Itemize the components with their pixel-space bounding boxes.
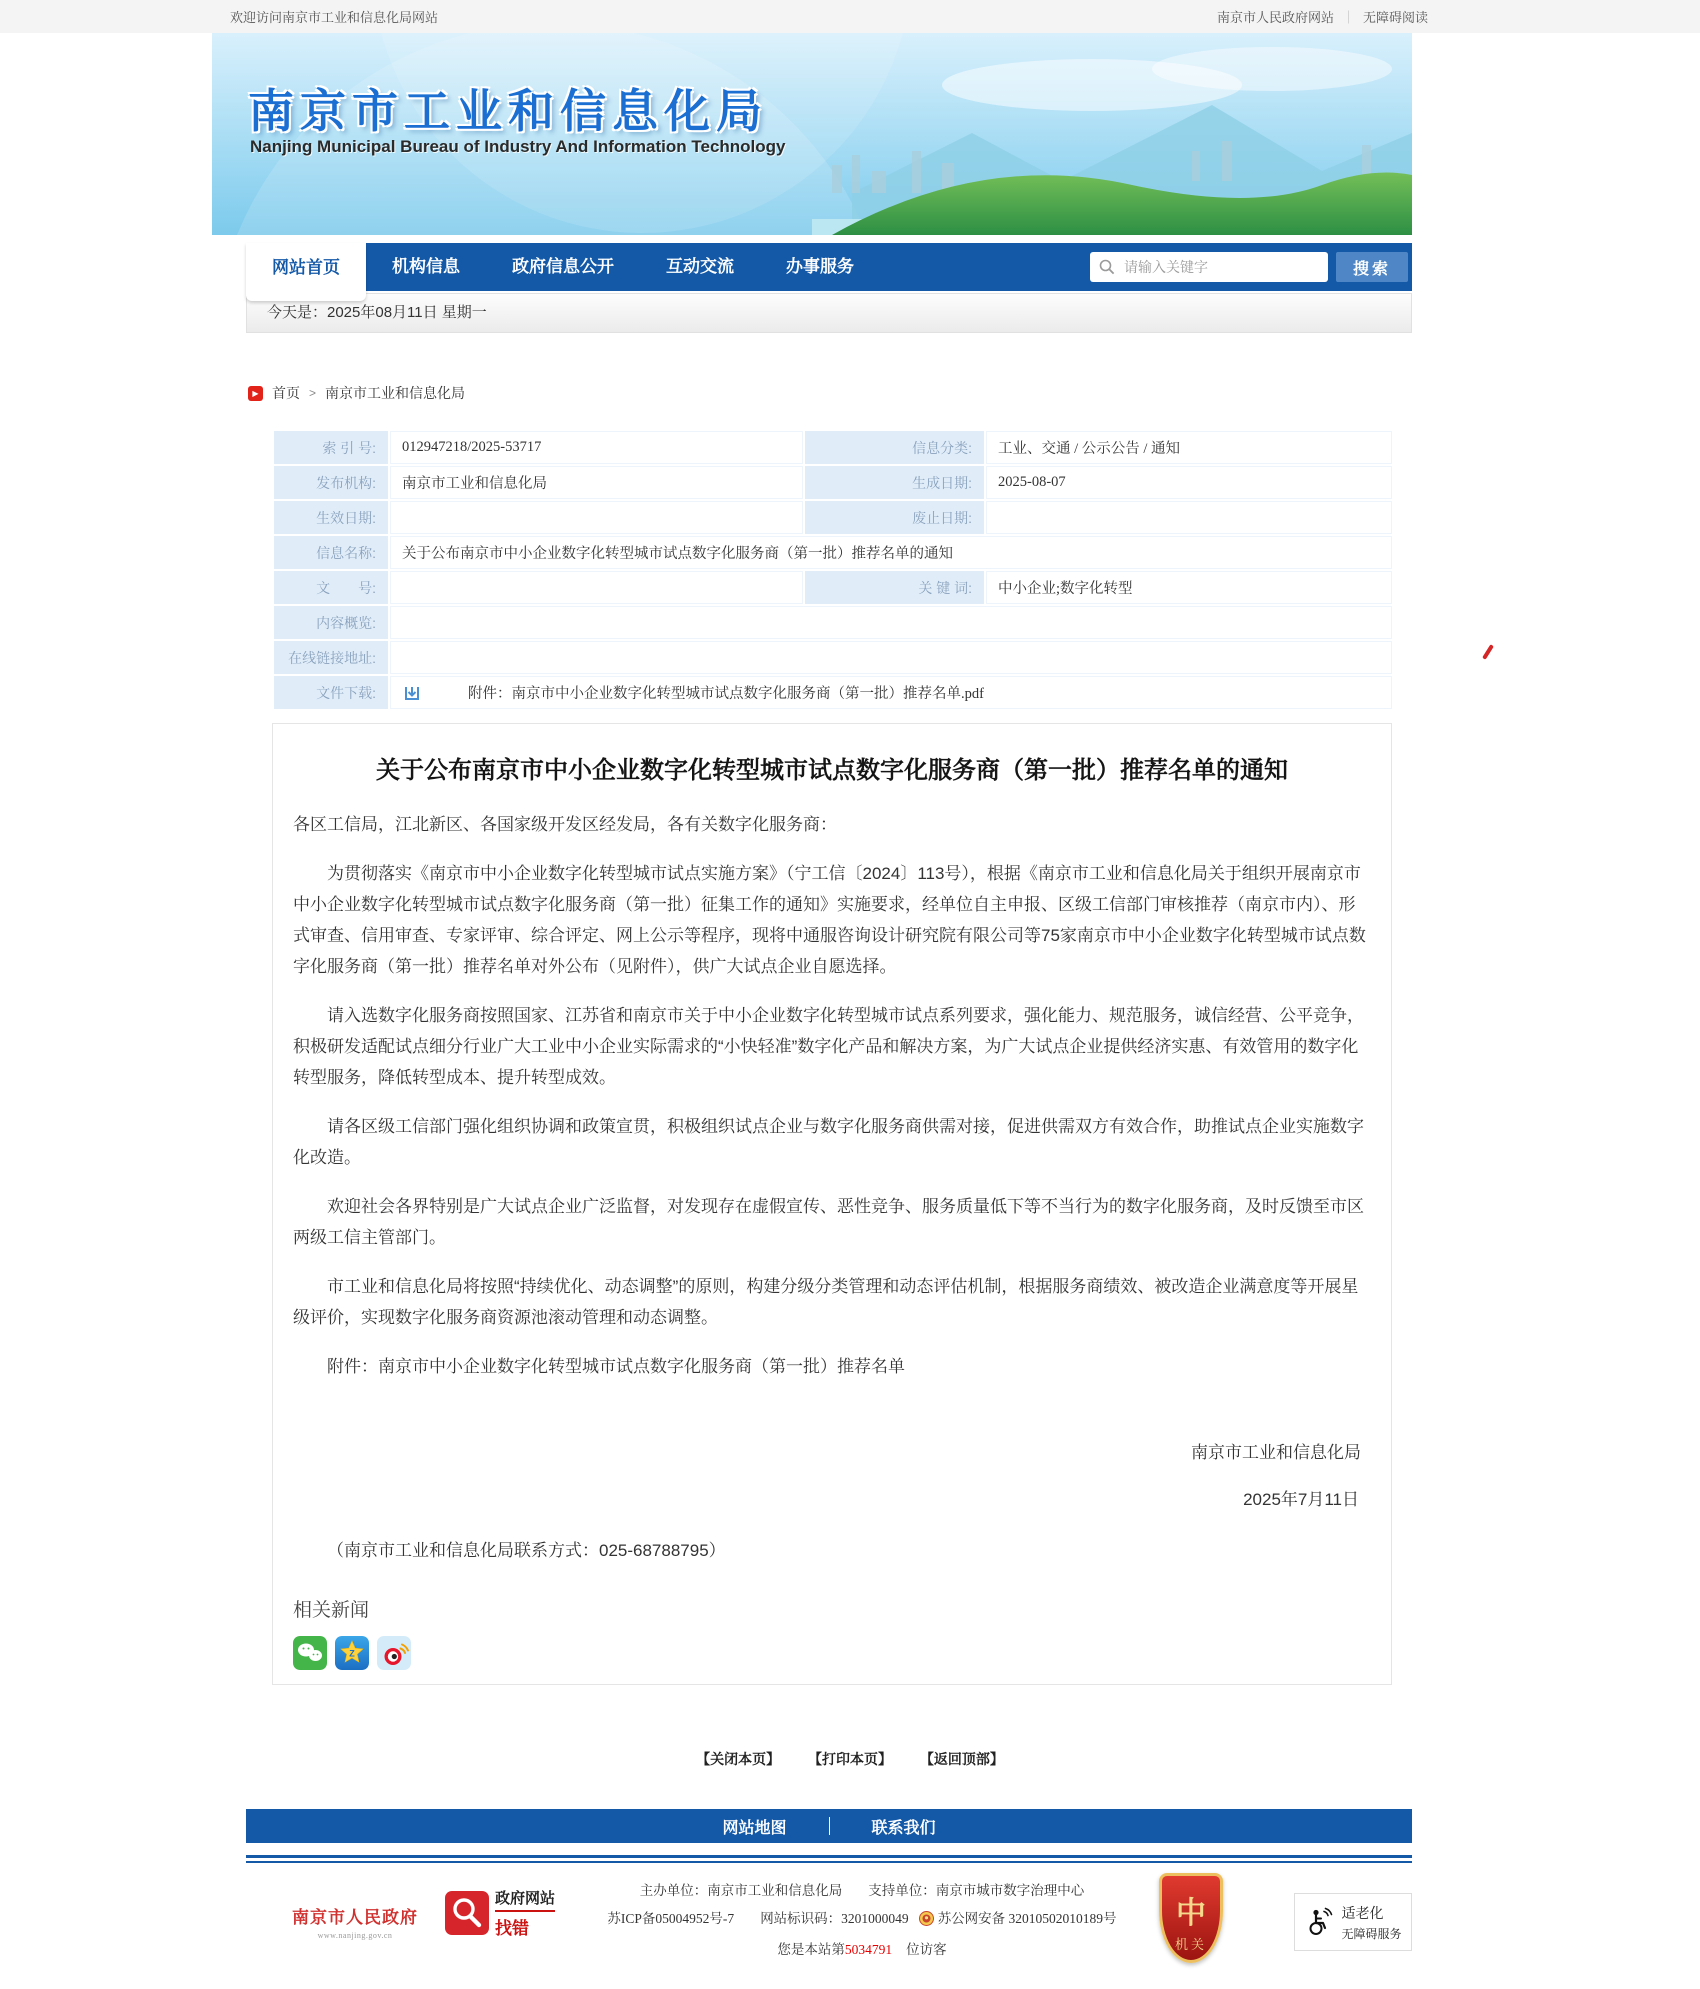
breadcrumb-current: 南京市工业和信息化局 (325, 385, 466, 401)
table-row (273, 465, 1393, 500)
print-page-link[interactable]: 【打印本页】 (808, 1753, 892, 1768)
info-name-label: 信息名称: (273, 535, 389, 570)
online-link-label: 在线链接地址: (273, 640, 389, 675)
date-bar: 今天是：2025年08月11日 星期一 (246, 293, 1412, 333)
tab-home[interactable]: 网站首页 (246, 243, 366, 301)
search-area (1090, 252, 1412, 282)
doc-number-value (389, 570, 804, 605)
accessibility-service-card[interactable] (1294, 1893, 1412, 1951)
info-category-value: 工业、交通 / 公示公告 / 通知 (985, 430, 1393, 465)
tab-org-info[interactable]: 机构信息 (392, 257, 460, 276)
generate-date-label: 生成日期: (804, 465, 985, 500)
page-actions (0, 1749, 1700, 1769)
article-signature: 南京市工业和信息化局 (1191, 1443, 1361, 1462)
breadcrumb (248, 383, 1700, 403)
footer-registration-line (562, 1905, 1162, 1936)
org-shield-badge (1159, 1873, 1223, 1963)
keywords-label: 关 键 词: (804, 570, 985, 605)
police-badge-icon (919, 1911, 934, 1926)
footer-visitors-line (562, 1936, 1162, 1964)
back-to-top-link[interactable]: 【返回顶部】 (919, 1753, 1004, 1768)
site-subtitle: Nanjing Municipal Bureau of Industry And Information Technology (250, 137, 786, 156)
document-info-table (272, 429, 1394, 711)
search-icon (1099, 259, 1115, 275)
gov-logo-url: www.nanjing.gov.cn (317, 1931, 393, 1940)
a11y-line1: 适老化 (1341, 1904, 1384, 1921)
article-paragraph: 请各区级工信部门强化组织协调和政策宣贯，积极组织试点企业与数字化服务商供需对接，促进供需双方有效合作，助推试点企业实施数字化改造。 (293, 1117, 1364, 1167)
gov-logo-title: 南京市人民政府 (292, 1908, 418, 1927)
publisher-label: 发布机构: (273, 465, 389, 500)
article-salutation: 各区工信局，江北新区、各国家级开发区经发局，各有关数字化服务商： (293, 815, 837, 834)
breadcrumb-home-link[interactable]: 首页 (272, 385, 300, 401)
file-download-cell (389, 675, 1393, 710)
table-row (273, 605, 1393, 640)
search-input[interactable] (1122, 258, 1319, 276)
table-row (273, 640, 1393, 675)
stray-red-mark (1482, 644, 1494, 660)
generate-date-value: 2025-08-07 (985, 465, 1393, 500)
article-title: 关于公布南京市中小企业数字化转型城市试点数字化服务商（第一批）推荐名单的通知 (376, 758, 1288, 784)
shield-label: 机关 (1174, 1937, 1207, 1952)
effective-date-value (389, 500, 804, 535)
info-name-value: 关于公布南京市中小企业数字化转型城市试点数字化服务商（第一批）推荐名单的通知 (389, 535, 1393, 570)
wheelchair-accessibility-icon (1304, 1907, 1334, 1937)
support-value: 南京市城市数字治理中心 (935, 1883, 1085, 1898)
doc-number-label: 文 号: (273, 570, 389, 605)
article-paragraph: 欢迎社会各界特别是广大试点企业广泛监督，对发现存在虚假宣传、恶性竞争、服务质量低下等不当行为的数字化服务商，及时反馈至市区两级工信主管部门。 (293, 1197, 1364, 1247)
article-paragraph: 市工业和信息化局将按照“持续优化、动态调整”的原则，构建分级分类管理和动态评估机制，根据服务商绩效、被改造企业满意度等开展星级评价，实现数字化服务商资源池滚动管理和动态调整。 (293, 1277, 1359, 1327)
contact-us-link[interactable]: 联系我们 (871, 1819, 936, 1837)
info-category-label: 信息分类: (804, 430, 985, 465)
welcome-link[interactable]: 欢迎访问南京市工业和信息化局网站 (230, 10, 439, 25)
qzone-share-icon[interactable] (335, 1636, 369, 1670)
chevron-right-icon: > (309, 386, 317, 400)
related-news-heading: 相关新闻 (293, 1600, 370, 1621)
article-contact: （南京市工业和信息化局联系方式：025-68788795） (327, 1541, 726, 1560)
table-row (273, 500, 1393, 535)
weibo-share-icon[interactable] (377, 1636, 411, 1670)
index-number-value: 012947218/2025-53717 (389, 430, 804, 465)
publisher-value: 南京市工业和信息化局 (389, 465, 804, 500)
content-overview-label: 内容概览: (273, 605, 389, 640)
shield-emblem-glyph: 中 (1176, 1897, 1206, 1930)
visitors-suffix: 位访客 (906, 1942, 947, 1957)
site-error-report-logo[interactable] (445, 1887, 555, 1939)
content-overview-value (389, 605, 1393, 640)
topbar (0, 0, 1700, 33)
main-nav (246, 243, 1412, 291)
attachment-pdf-link[interactable]: 附件：南京市中小企业数字化转型城市试点数字化服务商（第一批）推荐名单.pdf (468, 686, 984, 702)
online-link-value (389, 640, 1393, 675)
icp-number: 苏ICP备05004952号-7 (607, 1911, 735, 1926)
nanjing-gov-logo[interactable] (292, 1903, 418, 1940)
table-row (273, 535, 1393, 570)
site-title: 南京市工业和信息化局 (248, 85, 768, 137)
keywords-value: 中小企业;数字化转型 (985, 570, 1393, 605)
article-paragraph: 为贯彻落实《南京市中小企业数字化转型城市试点实施方案》（宁工信〔2024〕113号），根据《南京市工业和信息化局关于组织开展南京市中小企业数字化转型城市试点数字化服务商（第一批）征集工作的通知》实施要求，经单位自主申报、区级工信部门审核推荐（南京市内）、形式审查、信用审查、专家评审、综合评定、网上公示等程序，现将中通服咨询设计研究院有限公司等75家南京市中小企业数字化转型城市试点数字化服务商（第一批）推荐名单对外公布（见附件），供广大试点企业自愿选择。 (293, 864, 1366, 976)
table-row (273, 675, 1393, 710)
footer-divider-lines (246, 1855, 1412, 1863)
error-magnifier-icon (445, 1891, 489, 1935)
download-icon[interactable] (402, 683, 422, 703)
table-row (273, 430, 1393, 465)
site-code: 网站标识码：3201000049 (760, 1911, 909, 1926)
article-box (272, 723, 1392, 1685)
host-label: 主办单位： (639, 1883, 708, 1898)
topbar-separator: ｜ (1341, 10, 1355, 25)
sitemap-link[interactable]: 网站地图 (722, 1819, 787, 1837)
tab-gov-info[interactable]: 政府信息公开 (512, 257, 614, 276)
footer-host-line (562, 1877, 1162, 1905)
error-logo-line2: 找错 (495, 1919, 529, 1938)
expiry-date-label: 废止日期: (804, 500, 985, 535)
site-banner (212, 33, 1412, 235)
tab-services[interactable]: 办事服务 (786, 257, 854, 276)
close-page-link[interactable]: 【关闭本页】 (696, 1753, 781, 1768)
accessibility-link[interactable]: 无障碍阅读 (1362, 10, 1428, 25)
page-footer (212, 1871, 1472, 1983)
share-row (293, 1636, 1371, 1670)
article-paragraph: 请入选数字化服务商按照国家、江苏省和南京市关于中小企业数字化转型城市试点系列要求，强化能力、规范服务，诚信经营、公平竞争，积极研发适配试点细分行业广大工业中小企业实际需求的“小快轻准”数字化产品和解决方案，为广大试点企业提供经济实惠、有效管用的数字化转型服务，降低转型成本、提升转型成效。 (293, 1006, 1364, 1087)
footer-nav-bar (246, 1809, 1412, 1843)
error-logo-line1: 政府网站 (495, 1887, 555, 1912)
article-date: 2025年7月11日 (1243, 1490, 1359, 1509)
search-button[interactable]: 搜索 (1336, 252, 1408, 282)
footer-center-text (562, 1877, 1162, 1964)
visitors-count: 5034791 (844, 1942, 893, 1957)
file-download-label: 文件下载: (273, 675, 389, 710)
table-row (273, 570, 1393, 605)
index-number-label: 索 引 号: (273, 430, 389, 465)
tab-interaction[interactable]: 互动交流 (666, 257, 734, 276)
wechat-share-icon[interactable] (293, 1636, 327, 1670)
search-box[interactable] (1090, 252, 1328, 282)
visitors-prefix: 您是本站第 (777, 1942, 845, 1957)
expiry-date-value (985, 500, 1393, 535)
gov-site-link[interactable]: 南京市人民政府网站 (1216, 10, 1334, 25)
svg-text:Z: Z (349, 1648, 355, 1659)
article-attachment-line: 附件：南京市中小企业数字化转型城市试点数字化服务商（第一批）推荐名单 (327, 1357, 905, 1376)
effective-date-label: 生效日期: (273, 500, 389, 535)
host-value: 南京市工业和信息化局 (707, 1883, 843, 1898)
a11y-line2: 无障碍服务 (1341, 1926, 1402, 1941)
police-record-link[interactable]: 苏公网安备 32010502010189号 (937, 1911, 1117, 1926)
support-label: 支持单位： (868, 1883, 936, 1898)
breadcrumb-play-icon: ▶ (248, 386, 263, 401)
